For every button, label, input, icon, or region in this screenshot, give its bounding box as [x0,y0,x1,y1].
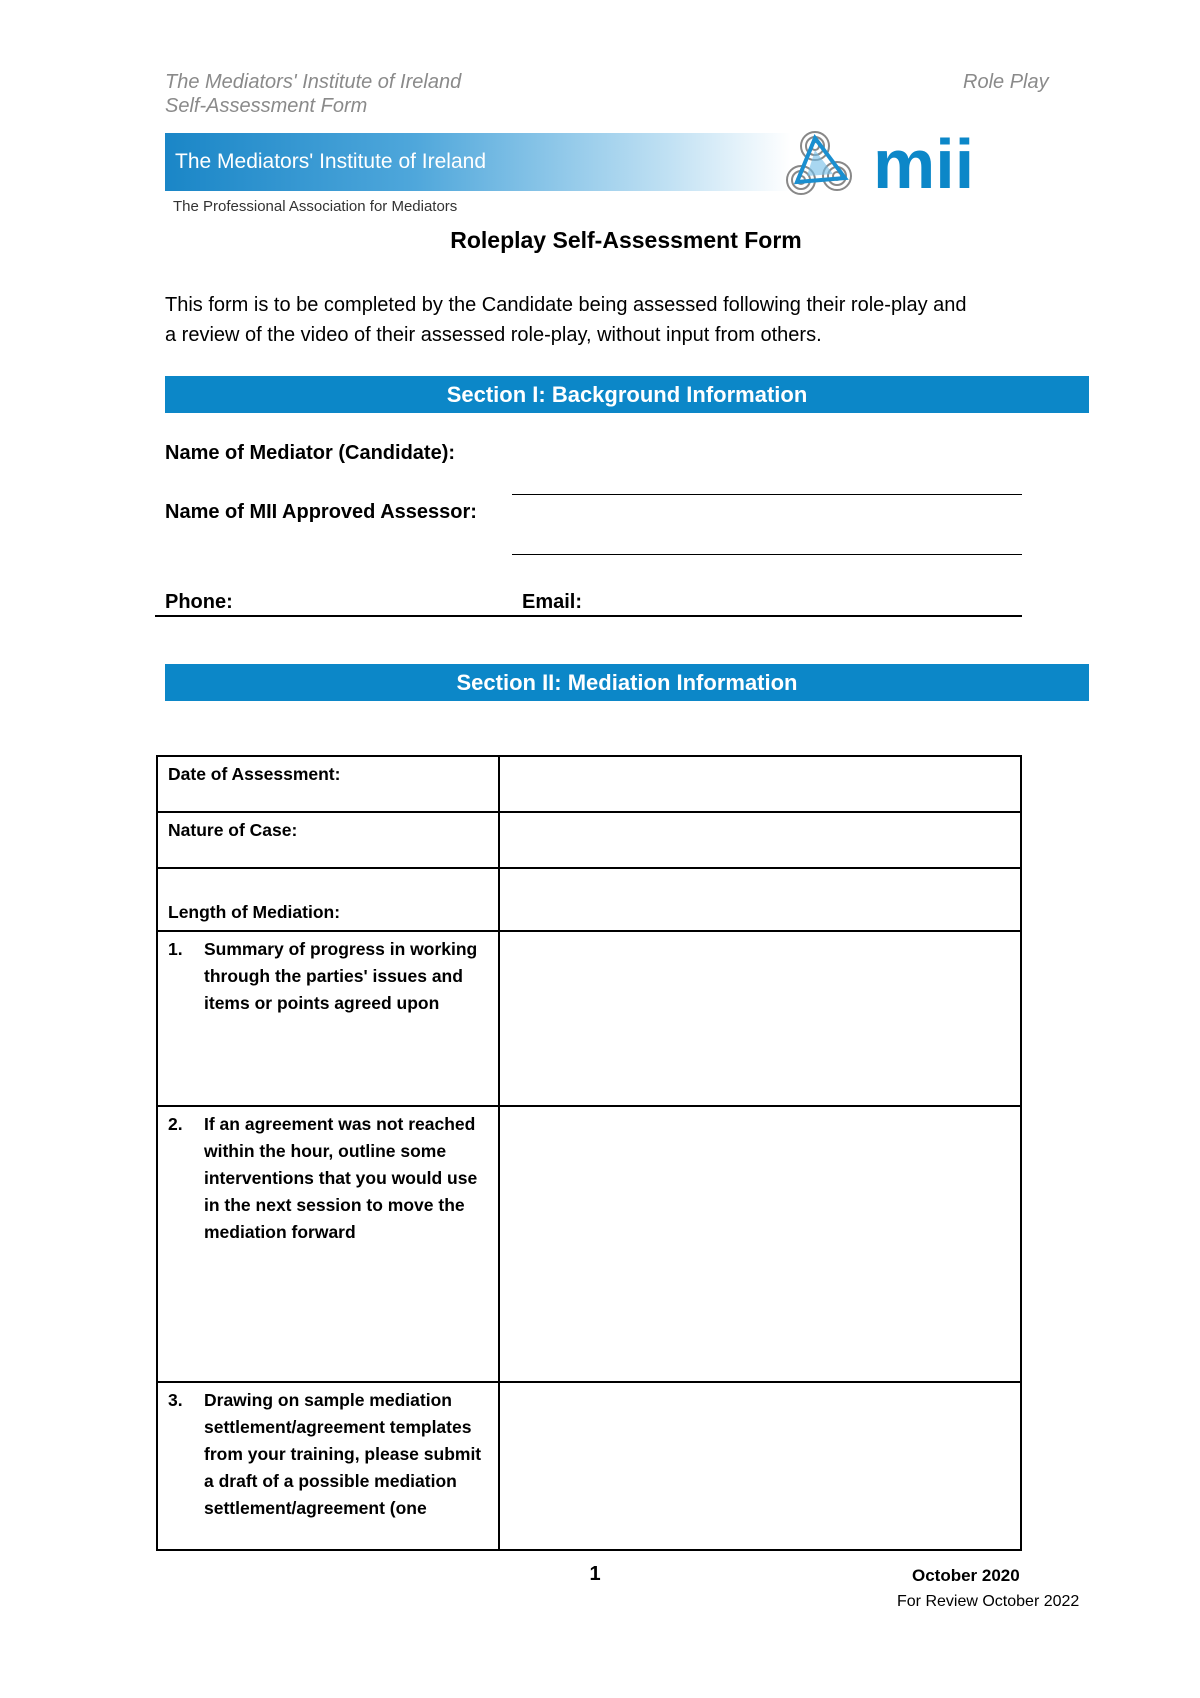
assessor-name-field[interactable] [512,554,1022,555]
intro-line-1: This form is to be completed by the Candidate being assessed following their role-play and [165,294,967,316]
assessor-name-label: Name of MII Approved Assessor: [165,501,477,523]
item-text: Summary of progress in working through the parties' issues and items or points agreed upon [204,939,478,1013]
intro-line-2: a review of the video of their assessed role-play, without input from others. [165,324,822,346]
length-of-mediation-label-cell [157,868,499,931]
length-of-mediation-input[interactable] [499,868,1021,931]
page-number: 1 [589,1563,601,1585]
mii-logo [785,118,1005,202]
phone-email-field-line[interactable] [155,615,1022,617]
item-2-answer-input[interactable] [499,1106,1021,1382]
table-row [157,868,1021,931]
nature-of-case-label: Nature of Case: [168,820,298,840]
date-of-assessment-label: Date of Assessment: [168,764,341,784]
item-3-answer-input[interactable] [499,1382,1021,1550]
list-item [158,932,498,1021]
item-1-label-cell [157,931,499,1106]
document-title: Roleplay Self-Assessment Form [450,227,802,253]
table-row [157,1106,1021,1382]
nature-of-case-input[interactable] [499,812,1021,868]
date-of-assessment-input[interactable] [499,756,1021,812]
item-2-label-cell [157,1106,499,1382]
running-header [165,70,461,118]
item-text: Drawing on sample mediation settlement/agreement templates from your training, please submit a draft of a possible mediation settlement/agreement (one [204,1390,482,1518]
intro-paragraph [165,290,1085,350]
email-label: Email: [522,591,583,613]
item-number: 2. [168,1114,183,1134]
table-row [157,931,1021,1106]
date-of-assessment-label-cell [157,756,499,812]
item-number: 3. [168,1390,183,1410]
banner-title: The Mediators' Institute of Ireland [175,150,487,173]
table-row [157,756,1021,812]
mediator-name-label: Name of Mediator (Candidate): [165,442,456,464]
table-row [157,1382,1021,1550]
footer-review-date: For Review October 2022 [897,1593,1080,1610]
list-item [158,1107,498,1250]
section-2-heading: Section II: Mediation Information [165,664,1089,701]
triangle-swirl-logo-icon [787,132,851,194]
mediator-name-field[interactable] [512,494,1022,495]
table-row [157,812,1021,868]
item-text: If an agreement was not reached within the hour, outline some interventions that you would use in the next session to move the mediation forward [204,1114,478,1242]
banner-subtitle: The Professional Association for Mediators [173,198,458,215]
logo-text: mii [873,125,975,202]
list-item [158,1383,498,1526]
item-3-label-cell [157,1382,499,1550]
item-1-answer-input[interactable] [499,931,1021,1106]
header-form-line: Self-Assessment Form [165,95,368,117]
header-right-label: Role Play [963,71,1049,93]
footer-date: October 2020 [912,1566,1020,1585]
header-org-line: The Mediators' Institute of Ireland [165,71,462,93]
mediation-info-table [156,755,1022,1551]
item-number: 1. [168,939,183,959]
nature-of-case-label-cell [157,812,499,868]
length-of-mediation-label: Length of Mediation: [168,902,341,922]
phone-label: Phone: [165,591,233,613]
section-1-heading: Section I: Background Information [165,376,1089,413]
